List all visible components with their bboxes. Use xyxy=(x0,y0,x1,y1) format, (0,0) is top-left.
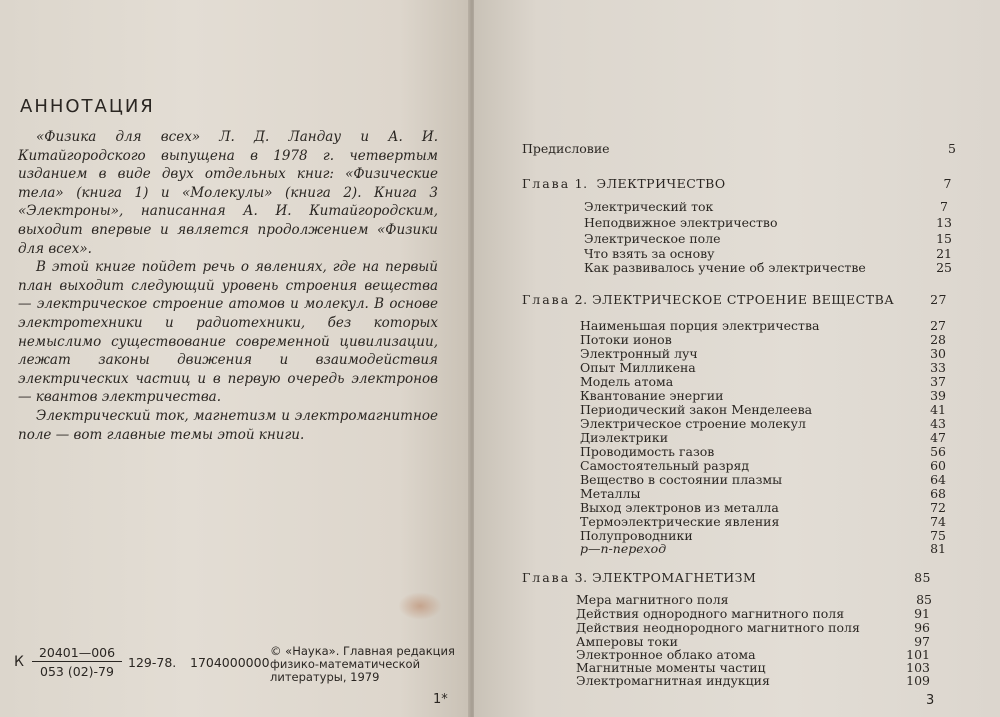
paper-stain xyxy=(398,592,442,620)
section-title: Неподвижное электричество xyxy=(584,215,778,230)
section-page: 72 xyxy=(930,500,946,515)
chapter-number: 2. xyxy=(574,292,588,307)
toc-chapter-1 xyxy=(522,176,952,191)
imprint-denominator: 053 (02)-79 xyxy=(40,664,114,679)
section-title: Модель атома xyxy=(580,374,674,389)
chapter-prefix: Глава xyxy=(522,570,571,585)
section-title: Диэлектрики xyxy=(580,430,669,445)
imprint-index: 1704000000 xyxy=(190,655,270,670)
section-title: Полупроводники xyxy=(580,528,693,543)
section-title: Амперовы токи xyxy=(576,634,678,649)
section-page: 47 xyxy=(930,430,946,445)
section-title: Металлы xyxy=(580,486,641,501)
chapter-page: 27 xyxy=(930,292,947,307)
section-page: 43 xyxy=(930,416,946,431)
toc-preface xyxy=(522,141,956,156)
section-page: 25 xyxy=(936,260,952,275)
toc-section xyxy=(580,458,946,473)
toc-section xyxy=(580,402,946,417)
toc-section xyxy=(580,388,946,403)
chapter-page: 7 xyxy=(943,176,952,191)
section-title: Действия неоднородного магнитного поля xyxy=(576,620,860,635)
section-title: Вещество в состоянии плазмы xyxy=(580,472,783,487)
imprint-numerator: 20401—006 xyxy=(32,645,122,662)
toc-section xyxy=(580,472,946,487)
section-title: Электронное облако атома xyxy=(576,647,756,662)
copyright-notice xyxy=(270,645,455,684)
toc-section xyxy=(576,606,930,621)
section-title: Квантование энергии xyxy=(580,388,724,403)
section-title: Электронный луч xyxy=(580,346,698,361)
toc-section xyxy=(584,246,952,261)
section-page: 64 xyxy=(930,472,946,487)
chapter-number: 3. xyxy=(574,570,588,585)
section-page: 28 xyxy=(930,332,946,347)
section-page: 30 xyxy=(930,346,946,361)
section-page: 109 xyxy=(906,673,930,688)
chapter-page: 85 xyxy=(914,570,931,585)
section-page: 21 xyxy=(936,246,952,261)
section-page: 56 xyxy=(930,444,946,459)
section-title: Действия однородного магнитного поля xyxy=(576,606,845,621)
section-title: Мера магнитного поля xyxy=(576,592,729,607)
section-page: 97 xyxy=(914,634,930,649)
section-title: Электрическое поле xyxy=(584,231,721,246)
toc-section xyxy=(580,318,946,333)
toc-section xyxy=(584,231,952,246)
section-page: 37 xyxy=(930,374,946,389)
section-page: 27 xyxy=(930,318,946,333)
copyright-line: литературы, 1979 xyxy=(270,670,380,684)
section-page: 41 xyxy=(930,402,946,417)
section-page: 60 xyxy=(930,458,946,473)
section-title: Электромагнитная индукция xyxy=(576,673,770,688)
toc-section xyxy=(576,673,930,688)
toc-section xyxy=(576,592,932,607)
section-page: 91 xyxy=(914,606,930,621)
section-page: 85 xyxy=(916,592,932,607)
section-page: 68 xyxy=(930,486,946,501)
section-page: 101 xyxy=(906,647,930,662)
toc-section xyxy=(584,199,948,214)
section-page: 39 xyxy=(930,388,946,403)
annotation-paragraph-3: Электрический ток, магнетизм и электромагнитное поле — вот главные темы этой книги. xyxy=(18,407,438,443)
annotation-paragraph-2: В этой книге пойдет речь о явлениях, где на первый план выходит следующий уровень строения вещества — электрическое строение атомов и молекул. В основе электротехники и радиотехники, без которых немыслимо существование современной цивилизации, лежат законы движения и взаимодействия электрических частиц и в первую очередь электронов — квантов электричества. xyxy=(18,259,438,406)
section-title: Периодический закон Менделеева xyxy=(580,402,813,417)
section-page: 103 xyxy=(906,660,930,675)
toc-chapter-3 xyxy=(522,570,931,585)
toc-section xyxy=(580,360,946,375)
chapter-title: ЭЛЕКТРИЧЕСКОЕ СТРОЕНИЕ ВЕЩЕСТВА xyxy=(592,292,895,307)
copyright-line: физико-математической xyxy=(270,657,421,671)
chapter-title: ЭЛЕКТРОМАГНЕТИЗМ xyxy=(592,570,757,585)
annotation-heading: АННОТАЦИЯ xyxy=(20,96,155,117)
copyright-line: © «Наука». Главная редакция xyxy=(270,644,455,658)
section-title: Термоэлектрические явления xyxy=(580,514,780,529)
toc-section xyxy=(580,541,946,556)
toc-section xyxy=(580,430,946,445)
page-number: 3 xyxy=(926,693,935,708)
section-title: Электрическое строение молекул xyxy=(580,416,806,431)
toc-section xyxy=(580,416,946,431)
section-title: Электрический ток xyxy=(584,199,714,214)
imprint-letter: К xyxy=(14,654,24,670)
section-title: Как развивалось учение об электричестве xyxy=(584,260,866,275)
toc-section xyxy=(580,374,946,389)
section-page: 13 xyxy=(936,215,952,230)
annotation-paragraph-1: «Физика для всех» Л. Д. Ландау и А. И. Китайгородского выпущена в 1978 г. четвертым изданием в виде двух отдельных книг: «Физические тела» (книга 1) и «Молекулы» (книга 2). Книга 3 «Электроны», написанная А. И. Китайгородским, выходит впервые и является продолжением «Физики для всех». xyxy=(18,129,438,257)
section-page: 75 xyxy=(930,528,946,543)
signature-mark: 1* xyxy=(433,692,448,707)
chapter-prefix: Глава xyxy=(522,176,571,191)
section-title: Наименьшая порция электричества xyxy=(580,318,820,333)
right-page-toc xyxy=(474,0,1000,717)
toc-chapter-2 xyxy=(522,292,947,307)
left-page xyxy=(0,0,470,717)
section-page: 74 xyxy=(930,514,946,529)
section-page: 33 xyxy=(930,360,946,375)
toc-section xyxy=(580,332,946,347)
toc-section xyxy=(580,486,946,501)
imprint-fraction xyxy=(32,645,122,679)
toc-section xyxy=(580,444,946,459)
toc-section xyxy=(584,260,952,275)
toc-page: 5 xyxy=(948,141,956,156)
section-page: 96 xyxy=(914,620,930,635)
toc-section xyxy=(580,500,946,515)
section-title: Потоки ионов xyxy=(580,332,672,347)
annotation-text xyxy=(18,128,438,444)
imprint-code: 129-78. xyxy=(128,655,177,670)
section-title: Проводимость газов xyxy=(580,444,715,459)
section-title: Выход электронов из металла xyxy=(580,500,779,515)
section-title: Магнитные моменты частиц xyxy=(576,660,766,675)
section-page: 15 xyxy=(936,231,952,246)
section-title: p—n-переход xyxy=(580,541,667,556)
toc-title: Предисловие xyxy=(522,141,610,156)
chapter-title: ЭЛЕКТРИЧЕСТВО xyxy=(596,176,726,191)
section-title: Самостоятельный разряд xyxy=(580,458,750,473)
section-title: Что взять за основу xyxy=(584,246,715,261)
toc-section xyxy=(580,346,946,361)
toc-section xyxy=(580,514,946,529)
chapter-prefix: Глава xyxy=(522,292,571,307)
section-page: 7 xyxy=(940,199,948,214)
section-page: 81 xyxy=(930,541,946,556)
bibliographic-imprint xyxy=(14,645,464,695)
section-title: Опыт Милликена xyxy=(580,360,696,375)
chapter-number: 1. xyxy=(574,176,588,191)
toc-section xyxy=(584,215,952,230)
toc-section xyxy=(576,620,930,635)
